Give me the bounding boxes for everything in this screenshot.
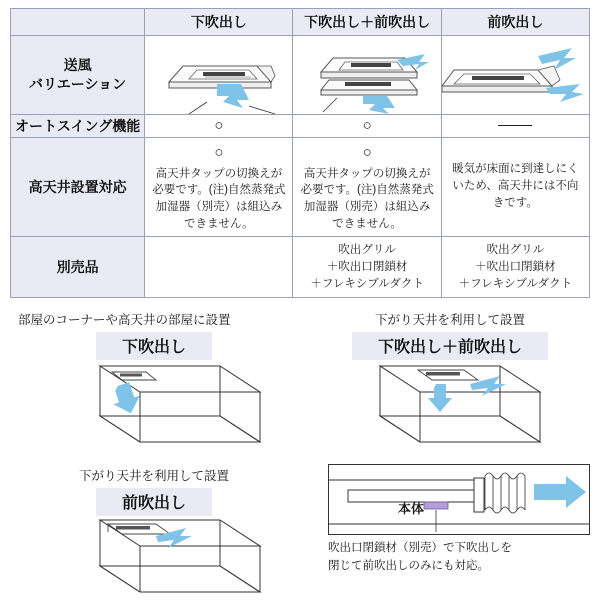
airflow-front-illustration — [442, 36, 589, 114]
options-front-line1: 吹出グリル — [486, 244, 545, 257]
closure-note-line2: 閉じて前吹出しのみにも対応。 — [328, 559, 489, 572]
section-detail-diagram — [328, 464, 590, 542]
room-diagram-down-front — [340, 358, 560, 458]
left-top-caption: 部屋のコーナーや高天井の部屋に設置 — [18, 313, 231, 328]
left-bottom-band: 前吹出し — [96, 488, 212, 516]
highceiling-down-note: 高天井タップの切換えが必要です。(注)自然蒸発式加湿器（別売）は組込みできません。 — [152, 167, 286, 230]
autoswing-down-symbol: ○ — [214, 117, 224, 135]
cell-airflow-down-front — [293, 36, 441, 115]
options-front-line3: ＋フレキシブルダクト — [458, 277, 573, 290]
room-diagram-down — [60, 358, 270, 458]
airflow-down-illustration — [145, 36, 292, 114]
table-header — [11, 9, 590, 36]
options-down-front-line2: ＋吹出口閉鎖材 — [326, 261, 408, 274]
cell-autoswing-down-front — [293, 115, 441, 138]
left-bottom-caption: 下がり天井を利用して設置 — [78, 469, 229, 484]
cell-highceiling-front — [441, 138, 589, 237]
header-col-1: 下吹出し — [145, 9, 293, 36]
lower-section — [10, 306, 590, 574]
closure-note-line1: 吹出口閉鎖材（別売）で下吹出しを — [328, 542, 512, 555]
row-label-options: 別売品 — [11, 237, 145, 298]
table-row-airflow — [11, 36, 590, 115]
room-diagram-front — [60, 514, 270, 606]
table-row-highceiling — [11, 138, 590, 237]
options-front-line2: ＋吹出口閉鎖材 — [475, 261, 556, 274]
row-label-highceiling: 高天井設置対応 — [11, 138, 145, 237]
left-top-band: 下吹出し — [96, 332, 212, 360]
airflow-down-front-illustration — [293, 36, 440, 114]
body-label: 本体 — [398, 501, 425, 517]
spec-table — [10, 8, 590, 298]
header-col-2: 下吹出し＋前吹出し — [293, 9, 441, 36]
autoswing-down-front-symbol: ○ — [362, 117, 372, 135]
highceiling-down-front-note: 高天井タップの切換えが必要です。(注)自然蒸発式加湿器（別売）は組込みできません。 — [300, 167, 434, 230]
cell-autoswing-front — [441, 115, 589, 138]
left-top-group — [18, 310, 290, 360]
highceiling-down-front-symbol: ○ — [362, 144, 372, 161]
autoswing-front-dash — [498, 125, 532, 126]
highceiling-front-note: 暖気が床面に到達しにくいため、高天井には不向きです。 — [452, 163, 579, 209]
highceiling-down-symbol: ○ — [214, 144, 224, 161]
cell-options-front — [441, 237, 589, 298]
table-row-autoswing — [11, 115, 590, 138]
row-label-airflow-line2: バリエーション — [29, 76, 127, 92]
cell-highceiling-down — [145, 138, 293, 237]
right-band: 下吹出し＋前吹出し — [352, 332, 548, 360]
right-top-group — [310, 310, 590, 360]
cell-options-down-front — [293, 237, 441, 298]
cell-autoswing-down — [145, 115, 293, 138]
header-corner — [11, 9, 145, 36]
cell-highceiling-down-front — [293, 138, 441, 237]
closure-note — [328, 540, 590, 575]
row-label-autoswing: オートスイング機能 — [11, 115, 145, 138]
right-caption: 下がり天井を利用して設置 — [374, 313, 525, 328]
cell-airflow-down — [145, 36, 293, 115]
table-row-options — [11, 237, 590, 298]
row-label-airflow-line1: 送風 — [63, 57, 92, 74]
left-bottom-group — [18, 466, 290, 516]
options-down-front-line1: 吹出グリル — [338, 244, 396, 257]
options-down-front-line3: ＋フレキシブルダクト — [310, 277, 424, 290]
row-label-airflow — [11, 36, 145, 115]
header-col-3: 前吹出し — [441, 9, 589, 36]
cell-airflow-front — [441, 36, 589, 115]
cell-options-down — [145, 237, 293, 298]
